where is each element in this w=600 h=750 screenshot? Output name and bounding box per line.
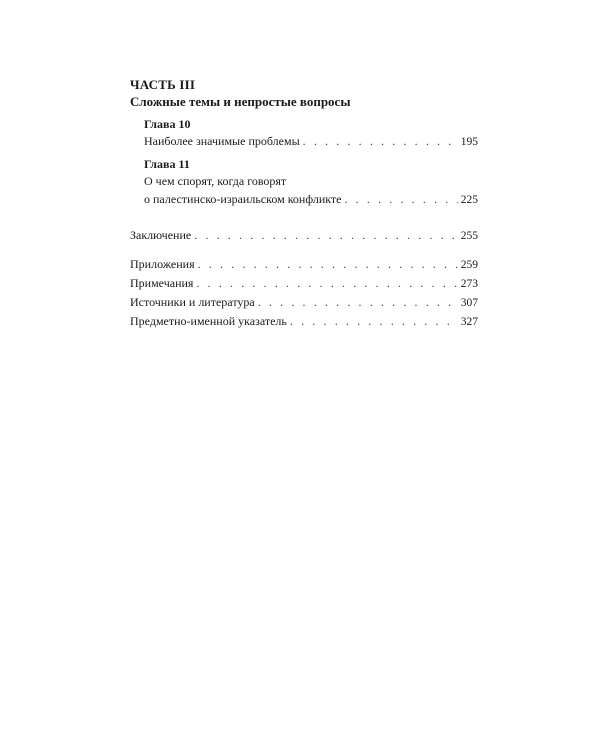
entry-title: Предметно-именной указатель <box>130 314 287 328</box>
toc-entry[interactable] <box>144 190 478 209</box>
chapter-10 <box>144 116 478 151</box>
entry-page-number: 225 <box>460 194 478 206</box>
entry-page-number: 255 <box>460 230 478 242</box>
entry-page-number: 307 <box>460 297 478 309</box>
toc-entry-conclusion[interactable] <box>130 226 478 245</box>
dot-leader <box>194 226 458 244</box>
chapter-label: Глава 10 <box>144 117 191 131</box>
table-of-contents <box>130 76 478 331</box>
entry-page-number: 195 <box>460 136 478 148</box>
part-label: ЧАСТЬ III <box>130 77 196 92</box>
dot-leader <box>344 190 457 208</box>
entry-page-number: 259 <box>460 259 478 271</box>
entry-title: Примечания <box>130 276 194 290</box>
dot-leader <box>258 293 458 311</box>
toc-entry-index[interactable] <box>130 312 478 331</box>
entry-title: Заключение <box>130 228 192 242</box>
dot-leader <box>290 312 458 330</box>
dot-leader <box>196 274 457 292</box>
entry-title: Источники и литература <box>130 295 255 309</box>
entry-title: Наиболее значимые проблемы <box>144 134 300 148</box>
toc-entry-notes[interactable] <box>130 274 478 293</box>
dot-leader <box>198 255 458 273</box>
chapter-list <box>130 116 478 209</box>
entry-page-number: 327 <box>460 316 478 328</box>
toc-entry[interactable] <box>144 132 478 151</box>
entry-title-line: О чем спорят, когда говорят <box>144 174 287 188</box>
entry-title: о палестинско-израильском конфликте <box>144 192 342 206</box>
toc-entry-sources[interactable] <box>130 293 478 312</box>
dot-leader <box>303 132 458 150</box>
part-title: Сложные темы и непростые вопросы <box>130 94 351 109</box>
toc-entry-appendices[interactable] <box>130 255 478 274</box>
entry-page-number: 273 <box>460 278 478 290</box>
chapter-11 <box>144 156 478 209</box>
chapter-label: Глава 11 <box>144 157 190 171</box>
entry-title: Приложения <box>130 257 195 271</box>
